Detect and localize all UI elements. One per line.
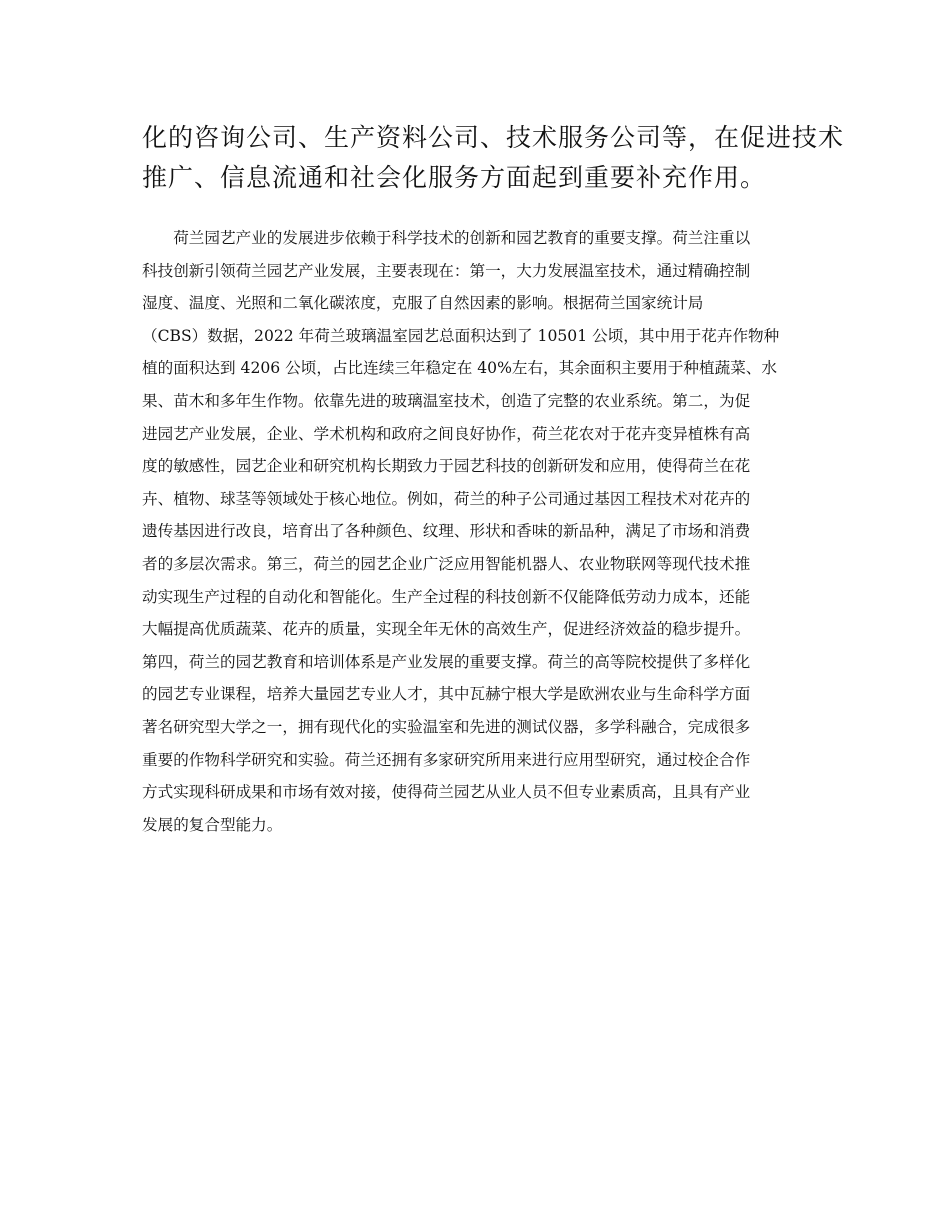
body-paragraph — [142, 222, 817, 841]
body-line: 遗传基因进行改良，培育出了各种颜色、纹理、形状和香味的新品种，满足了市场和消费 — [142, 522, 751, 541]
body-line: 著名研究型大学之一，拥有现代化的实验温室和先进的测试仪器，多学科融合，完成很多 — [142, 717, 751, 736]
body-line: 荷兰园艺产业的发展进步依赖于科学技术的创新和园艺教育的重要支撑。荷兰注重以 — [142, 229, 751, 247]
body-line: 第四，荷兰的园艺教育和培训体系是产业发展的重要支撑。荷兰的高等院校提供了多样化 — [142, 652, 751, 671]
lead-line: 化的咨询公司、生产资料公司、技术服务公司等，在促进技术 — [142, 123, 845, 152]
body-line: 进园艺产业发展，企业、学术机构和政府之间良好协作，荷兰花农对于花卉变异植株有高 — [142, 424, 751, 443]
body-line: 湿度、温度、光照和二氧化碳浓度，克服了自然因素的影响。根据荷兰国家统计局 — [142, 294, 704, 313]
body-line: 大幅提高优质蔬菜、花卉的质量，实现全年无休的高效生产，促进经济效益的稳步提升。 — [142, 620, 751, 639]
body-line: （CBS）数据，2022 年荷兰玻璃温室园艺总面积达到了 10501 公顷，其中用于花卉作物种 — [142, 326, 780, 345]
body-line: 卉、植物、球茎等领域处于核心地位。例如，荷兰的种子公司通过基因工程技术对花卉的 — [142, 489, 751, 508]
body-line: 动实现生产过程的自动化和智能化。生产全过程的科技创新不仅能降低劳动力成本，还能 — [142, 587, 751, 606]
body-line: 发展的复合型能力。 — [142, 815, 283, 834]
body-line: 方式实现科研成果和市场有效对接，使得荷兰园艺从业人员不但专业素质高，且具有产业 — [142, 783, 751, 802]
lead-paragraph — [142, 118, 845, 198]
body-line: 科技创新引领荷兰园艺产业发展，主要表现在：第一，大力发展温室技术，通过精确控制 — [142, 261, 751, 280]
body-line: 重要的作物科学研究和实验。荷兰还拥有多家研究所用来进行应用型研究，通过校企合作 — [142, 750, 751, 769]
body-line: 者的多层次需求。第三，荷兰的园艺企业广泛应用智能机器人、农业物联网等现代技术推 — [142, 554, 751, 573]
body-line: 的园艺专业课程，培养大量园艺专业人才，其中瓦赫宁根大学是欧洲农业与生命科学方面 — [142, 685, 751, 704]
lead-line: 推广、信息流通和社会化服务方面起到重要补充作用。 — [142, 163, 767, 192]
body-line: 植的面积达到 4206 公顷，占比连续三年稳定在 40%左右，其余面积主要用于种植蔬菜、水 — [142, 359, 777, 378]
body-line: 果、苗木和多年生作物。依靠先进的玻璃温室技术，创造了完整的农业系统。第二，为促 — [142, 391, 751, 410]
body-line: 度的敏感性，园艺企业和研究机构长期致力于园艺科技的创新研发和应用，使得荷兰在花 — [142, 457, 751, 476]
